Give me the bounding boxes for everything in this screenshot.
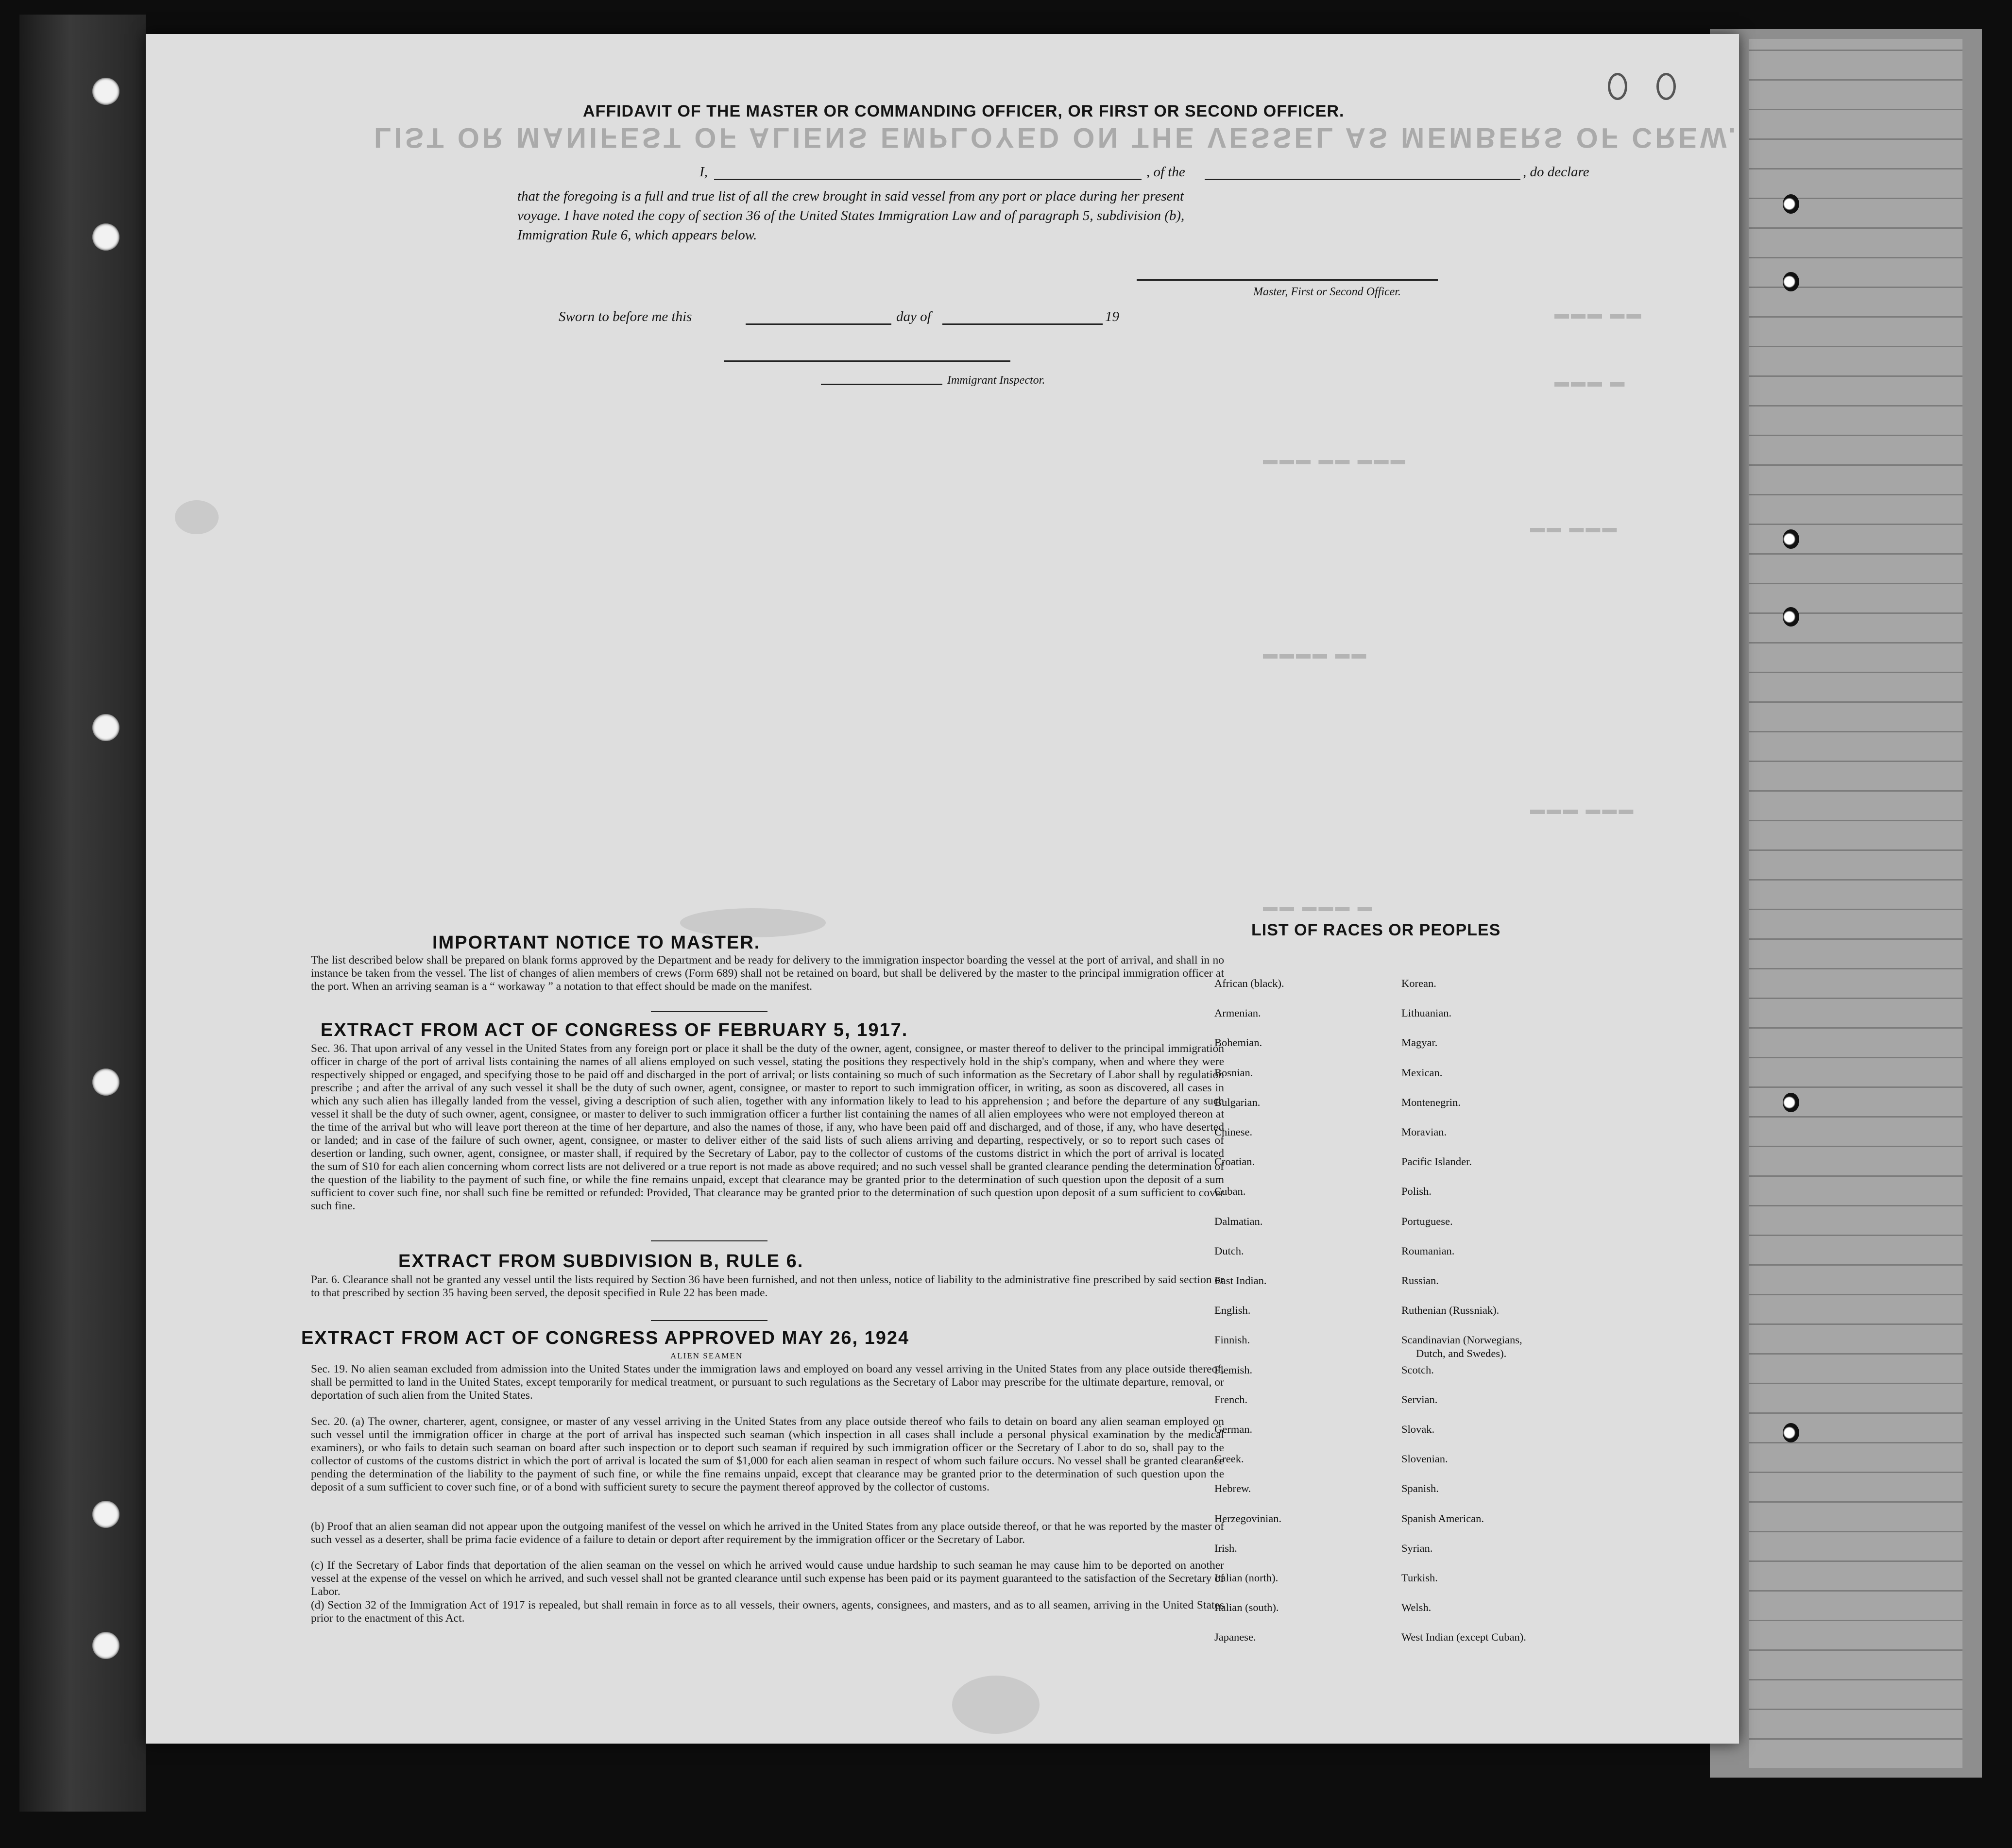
bleed-through-mark: ▬▬▬ ▬ <box>1554 374 1627 390</box>
inspector-name-line <box>821 384 942 385</box>
sworn-day-blank <box>746 323 891 325</box>
race-left-item: Japanese. <box>1214 1631 1256 1644</box>
divider <box>651 1240 767 1241</box>
bleed-through-mark: ▬▬ ▬▬▬ ▬ <box>1263 899 1374 915</box>
bleed-through-mark: ▬▬▬ ▬▬▬ <box>1530 801 1636 817</box>
manifest-reverse-page <box>146 34 1739 1744</box>
race-right-item: Moravian. <box>1401 1126 1447 1138</box>
race-right-item: Pacific Islander. <box>1401 1155 1472 1168</box>
race-right-item: Magyar. <box>1401 1036 1438 1049</box>
ledger-sheet <box>1749 39 1962 1768</box>
extract-rule6-body: Par. 6. Clearance shall not be granted any vessel until the lists required by Section 36 have been furnished, and not then unless, notice of liability to the administrative fine prescribed by said section or to that prescribed by section 35 having been served, the deposit specified in Rule 22 has been made. <box>311 1273 1224 1299</box>
affidavit-i: I, <box>699 164 708 180</box>
extract-1917-title: EXTRACT FROM ACT OF CONGRESS OF FEBRUARY 5, 1917. <box>321 1020 908 1040</box>
bleed-through-mark: ▬▬▬ ▬▬ ▬▬▬ <box>1263 452 1407 468</box>
race-left-item: African (black). <box>1214 977 1284 989</box>
race-left-item: Chinese. <box>1214 1126 1253 1138</box>
extract-1924-sec20b: (b) Proof that an alien seaman did not appear upon the outgoing manifest of the vessel on which he arrived in the United States from any place outside thereof, or that he was reported by the master of such vessel as a deserter, shall be prima facie evidence of a failure to detain or deport after requirement by the immigration officer or the Secretary of Labor. <box>311 1520 1224 1546</box>
races-title: LIST OF RACES OR PEOPLES <box>1251 921 1501 939</box>
name-blank <box>714 179 1142 180</box>
sworn-prefix: Sworn to before me this <box>559 309 692 324</box>
binder-strip <box>19 15 146 1812</box>
race-left-item: Croatian. <box>1214 1155 1255 1168</box>
staple-ring <box>1608 73 1627 100</box>
bleed-through-heading: LIST OR MANIFEST OF ALIENS EMPLOYED ON THE VESSEL AS MEMBERS OF CREW. <box>374 122 1739 153</box>
punch-hole <box>1783 1093 1799 1112</box>
race-left-item: French. <box>1214 1393 1248 1406</box>
sworn-month-blank <box>942 323 1103 325</box>
affidavit-title: AFFIDAVIT OF THE MASTER OR COMMANDING OFFICER, OR FIRST OR SECOND OFFICER. <box>583 102 1345 120</box>
notice-body: The list described below shall be prepared on blank forms approved by the Department and be ready for delivery to the immigration inspector boarding the vessel at the port of arrival, and shall in no instance be taken from the vessel. The list of changes of alien members of crews (Form 689) shall not be retained on board, but shall be delivered by the master to the principal immigration officer at the port. When an arriving seaman is a “ workaway ” a notation to that effect should be made on the manifest. <box>311 954 1224 993</box>
race-left-item: German. <box>1214 1423 1253 1435</box>
race-right-item: Spanish. <box>1401 1482 1439 1495</box>
staple-ring <box>1656 73 1676 100</box>
binder-hole <box>92 1632 119 1659</box>
race-right-item: Spanish American. <box>1401 1512 1484 1525</box>
punch-hole <box>1783 272 1799 291</box>
sworn-day-of: day of <box>896 309 931 324</box>
punch-hole <box>1783 1423 1799 1442</box>
extract-1924-sec19: Sec. 19. No alien seaman excluded from admission into the United States under the immigration laws and employed on board any vessel arriving in the United States from any place outside thereof, shall be permitted to land in the United States, except temporarily for medical treatment, or pursuant to such regulations as the Secretary of Labor may prescribe for the ultimate departure, removal, or deportation of such alien from the United States. <box>311 1363 1224 1402</box>
race-left-item: Bulgarian. <box>1214 1096 1261 1108</box>
race-right-item: Ruthenian (Russniak). <box>1401 1304 1500 1317</box>
punch-hole <box>1783 607 1799 627</box>
race-left-item: Bosnian. <box>1214 1066 1253 1079</box>
race-right-item: West Indian (except Cuban). <box>1401 1631 1526 1644</box>
officer-caption: Master, First or Second Officer. <box>1253 286 1401 298</box>
race-right-item: Scandinavian (Norwegians, <box>1401 1334 1522 1346</box>
affidavit-line3: voyage. I have noted the copy of section 36 of the United States Immigration Law and of paragraph 5, subdivision (b), <box>517 208 1185 223</box>
sworn-year: 19 <box>1105 309 1119 324</box>
affidavit-declare: , do declare <box>1523 164 1589 180</box>
race-right-item: Slovenian. <box>1401 1453 1448 1465</box>
extract-1924-sec20d: (d) Section 32 of the Immigration Act of 1917 is repealed, but shall remain in force as to all vessels, their owners, agents, consignees, and masters, and as to all seamen, arriving in the United States prior to the enactment of this Act. <box>311 1599 1224 1625</box>
affidavit-line2: that the foregoing is a full and true list of all the crew brought in said vessel from any port or place during her present <box>517 188 1184 204</box>
vessel-blank <box>1205 179 1520 180</box>
race-right-item: Syrian. <box>1401 1542 1433 1554</box>
race-right-item: Russian. <box>1401 1274 1439 1287</box>
race-right-item: Korean. <box>1401 977 1436 989</box>
notice-title: IMPORTANT NOTICE TO MASTER. <box>432 932 761 953</box>
extract-1924-title: EXTRACT FROM ACT OF CONGRESS APPROVED MAY 26, 1924 <box>301 1328 910 1348</box>
race-right-item: Dutch, and Swedes). <box>1416 1347 1507 1360</box>
extract-1924-sec20a: Sec. 20. (a) The owner, charterer, agent, consignee, or master of any vessel arriving in the United States from any place outside thereof who fails to detain on board any alien seaman employed on such vessel until the immigration officer in charge at the port of arrival has inspected such seaman (which inspection in all cases shall include a personal physical examination by the medical examiners), or who fails to detain such seaman on board after such inspection or to deport such seaman if required by such immigration officer or the Secretary of Labor to do so, shall pay to the collector of customs of the customs district in which the port of arrival is located the sum of $1,000 for each alien seaman in respect of whom such failure occurs. No vessel shall be granted clearance pending the determination of the liability to the payment of such fine, or while the fine remains unpaid, except that clearance may be granted prior to the determination of such question upon the deposit of a sum sufficient to cover such fine, or of a bond with sufficient surety to secure the payment thereof approved by the collector of customs. <box>311 1415 1224 1493</box>
race-left-item: Hebrew. <box>1214 1482 1251 1495</box>
race-right-item: Montenegrin. <box>1401 1096 1461 1108</box>
race-left-item: Herzegovinian. <box>1214 1512 1282 1525</box>
divider <box>651 1320 767 1321</box>
stain <box>175 500 219 534</box>
binder-hole <box>92 714 119 741</box>
stamp-impression <box>952 1676 1040 1734</box>
binder-hole <box>92 1501 119 1528</box>
bleed-through-mark: ▬▬▬▬ ▬▬ <box>1263 646 1368 662</box>
affidavit-line4: Immigration Rule 6, which appears below. <box>517 227 757 243</box>
race-left-item: Armenian. <box>1214 1007 1261 1019</box>
race-right-item: Portuguese. <box>1401 1215 1453 1227</box>
punch-hole <box>1783 194 1799 214</box>
bleed-through-mark: ▬▬▬ ▬▬ <box>1554 306 1643 322</box>
race-left-item: Cuban. <box>1214 1185 1246 1198</box>
race-right-item: Welsh. <box>1401 1601 1432 1614</box>
divider <box>651 1011 767 1012</box>
race-left-item: Dalmatian. <box>1214 1215 1263 1227</box>
extract-1924-subtitle: ALIEN SEAMEN <box>670 1351 743 1360</box>
race-left-item: Irish. <box>1214 1542 1237 1554</box>
binder-hole <box>92 78 119 105</box>
race-left-item: English. <box>1214 1304 1251 1317</box>
race-left-item: Italian (south). <box>1214 1601 1279 1614</box>
extract-rule6-title: EXTRACT FROM SUBDIVISION B, RULE 6. <box>398 1251 804 1272</box>
race-right-item: Servian. <box>1401 1393 1438 1406</box>
race-right-item: Slovak. <box>1401 1423 1435 1435</box>
race-right-item: Turkish. <box>1401 1572 1438 1584</box>
binder-hole <box>92 1068 119 1096</box>
punch-hole <box>1783 529 1799 549</box>
race-right-item: Lithuanian. <box>1401 1007 1452 1019</box>
binder-hole <box>92 223 119 251</box>
race-left-item: Finnish. <box>1214 1334 1250 1346</box>
race-left-item: Italian (north). <box>1214 1572 1279 1584</box>
affidavit-of-the: , of the <box>1146 164 1185 180</box>
race-left-item: Bohemian. <box>1214 1036 1262 1049</box>
race-left-item: Flemish. <box>1214 1363 1253 1376</box>
race-left-item: Dutch. <box>1214 1244 1244 1257</box>
bleed-through-mark: ▬▬ ▬▬▬ <box>1530 520 1619 536</box>
race-right-item: Polish. <box>1401 1185 1432 1198</box>
race-left-item: Greek. <box>1214 1453 1244 1465</box>
extract-1917-body: Sec. 36. That upon arrival of any vessel in the United States from any foreign port or place it shall be the duty of the owner, agent, consignee, or master thereof to deliver to the principal immigration officer in charge of the port of arrival lists containing the names of all aliens employed on such vessel, stating the positions they respectively hold in the ship's company, when and where they were respectively shipped or engaged, and specifying those to be paid off and discharged in the port of arrival; or lists containing so much of such information as the Secretary of Labor shall by regulation prescribe ; and after the arrival of any such vessel it shall be the duty of such owner, agent, consignee, or master to report to such immigration officer, in writing, as soon as discovered, all cases in which any such alien has illegally landed from the vessel, giving a description of such alien, together with any information likely to lead to his apprehension ; and before the departure of any such vessel it shall be the duty of such owner, agent, consignee, or master to deliver to such immigration officer a further list containing the names of all alien employees who were not employed thereon at the time of the arrival but who will leave port thereon at the time of her departure, and also the names of those, if any, who have been paid off and discharged, and of those, if any, who have deserted or landed; and in case of the failure of such owner, agent, consignee, or master to deliver either of the said lists of such aliens arriving and departing, respectively, or so to report such cases of desertion or landing, such owner, agent, consignee, or master shall, if required by the Secretary of Labor, pay to the collector of customs of the customs district in which the port of arrival is located the sum of $10 for each alien concerning whom correct lists are not delivered or a true report is not made as above required; and no such vessel shall be granted clearance pending the determination of the question of the liability to the payment of such fine, or while the fine remains unpaid, except that clearance may be granted prior to the determination of such question upon the deposit of a sum sufficient to cover such fine, nor shall such fine be remitted or refunded: Provided, That clearance may be granted prior to the determination of such question upon deposit of a sum sufficient to cover such fine. <box>311 1042 1224 1212</box>
inspector-caption: Immigrant Inspector. <box>947 374 1045 387</box>
extract-1924-sec20c: (c) If the Secretary of Labor finds that deportation of the alien seaman on the vessel on which he arrived would cause undue hardship to such seaman he may cause him to be deported on another vessel at the expense of the vessel on which he arrived, and such vessel shall not be granted clearance until such expense has been paid or its payment guaranteed to the satisfaction of the Secretary of Labor. <box>311 1559 1224 1598</box>
race-right-item: Mexican. <box>1401 1066 1443 1079</box>
race-right-item: Roumanian. <box>1401 1244 1455 1257</box>
race-left-item: East Indian. <box>1214 1274 1267 1287</box>
officer-signature-line <box>1137 279 1438 281</box>
race-right-item: Scotch. <box>1401 1363 1434 1376</box>
inspector-signature-line <box>724 360 1010 362</box>
